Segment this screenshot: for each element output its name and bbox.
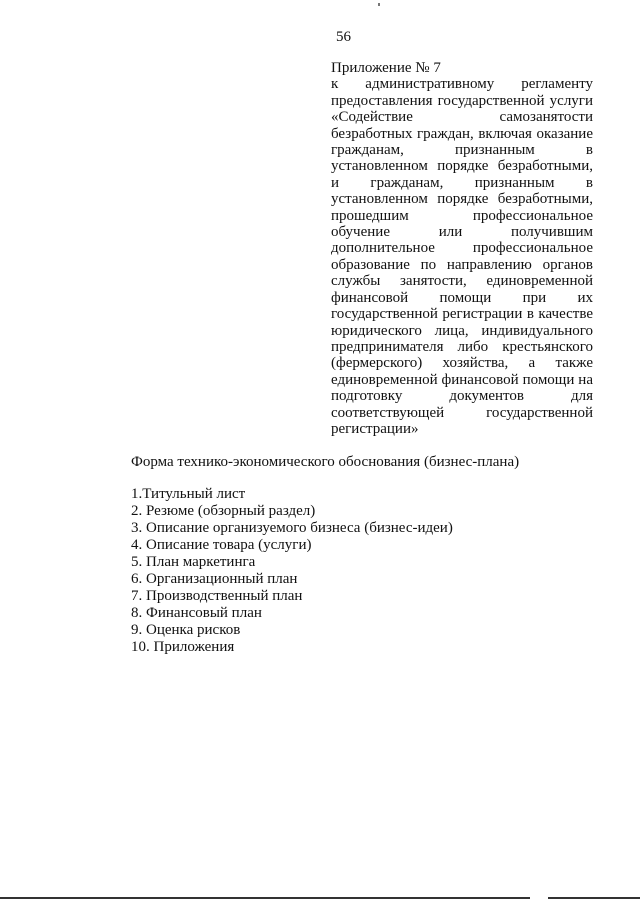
list-item: 3. Описание организуемого бизнеса (бизнес-идеи)	[131, 520, 453, 536]
list-item: 10. Приложения	[131, 639, 235, 655]
form-title: Форма технико-экономического обоснования (бизнес-плана)	[131, 454, 520, 470]
scan-edge-line	[0, 897, 530, 899]
list-item: 9. Оценка рисков	[131, 622, 241, 638]
scan-edge-line	[548, 897, 640, 899]
list-item: 5. План маркетинга	[131, 554, 256, 570]
scan-mark	[378, 3, 380, 6]
list-item: 1.Титульный лист	[131, 486, 246, 502]
appendix-text: к административному регламенту предоставления государственной услуги «Содействие самозанятости безработных граждан, включая оказание гражданам, признанным в установленном порядке безработными, и гражданам, признанным в установленном порядке безработными, прошедшим профессиональное обучение или получившим дополнительное профессиональное образование по направлению органов службы занятости, единовременной финансовой помощи при их государственной регистрации в качестве юридического лица, индивидуального предпринимателя либо крестьянского (фермерского) хозяйства, а также единовременной финансовой помощи на подготовку документов для соответствующей государственной регистрации»	[331, 76, 593, 437]
list-item: 6. Организационный план	[131, 571, 298, 587]
sections-list	[131, 486, 453, 656]
list-item: 8. Финансовый план	[131, 605, 262, 621]
list-item: 2. Резюме (обзорный раздел)	[131, 503, 316, 519]
appendix-title: Приложение № 7	[331, 60, 441, 76]
page-number: 56	[336, 29, 351, 45]
appendix-header	[331, 60, 593, 437]
list-item: 7. Производственный план	[131, 588, 303, 604]
list-item: 4. Описание товара (услуги)	[131, 537, 312, 553]
